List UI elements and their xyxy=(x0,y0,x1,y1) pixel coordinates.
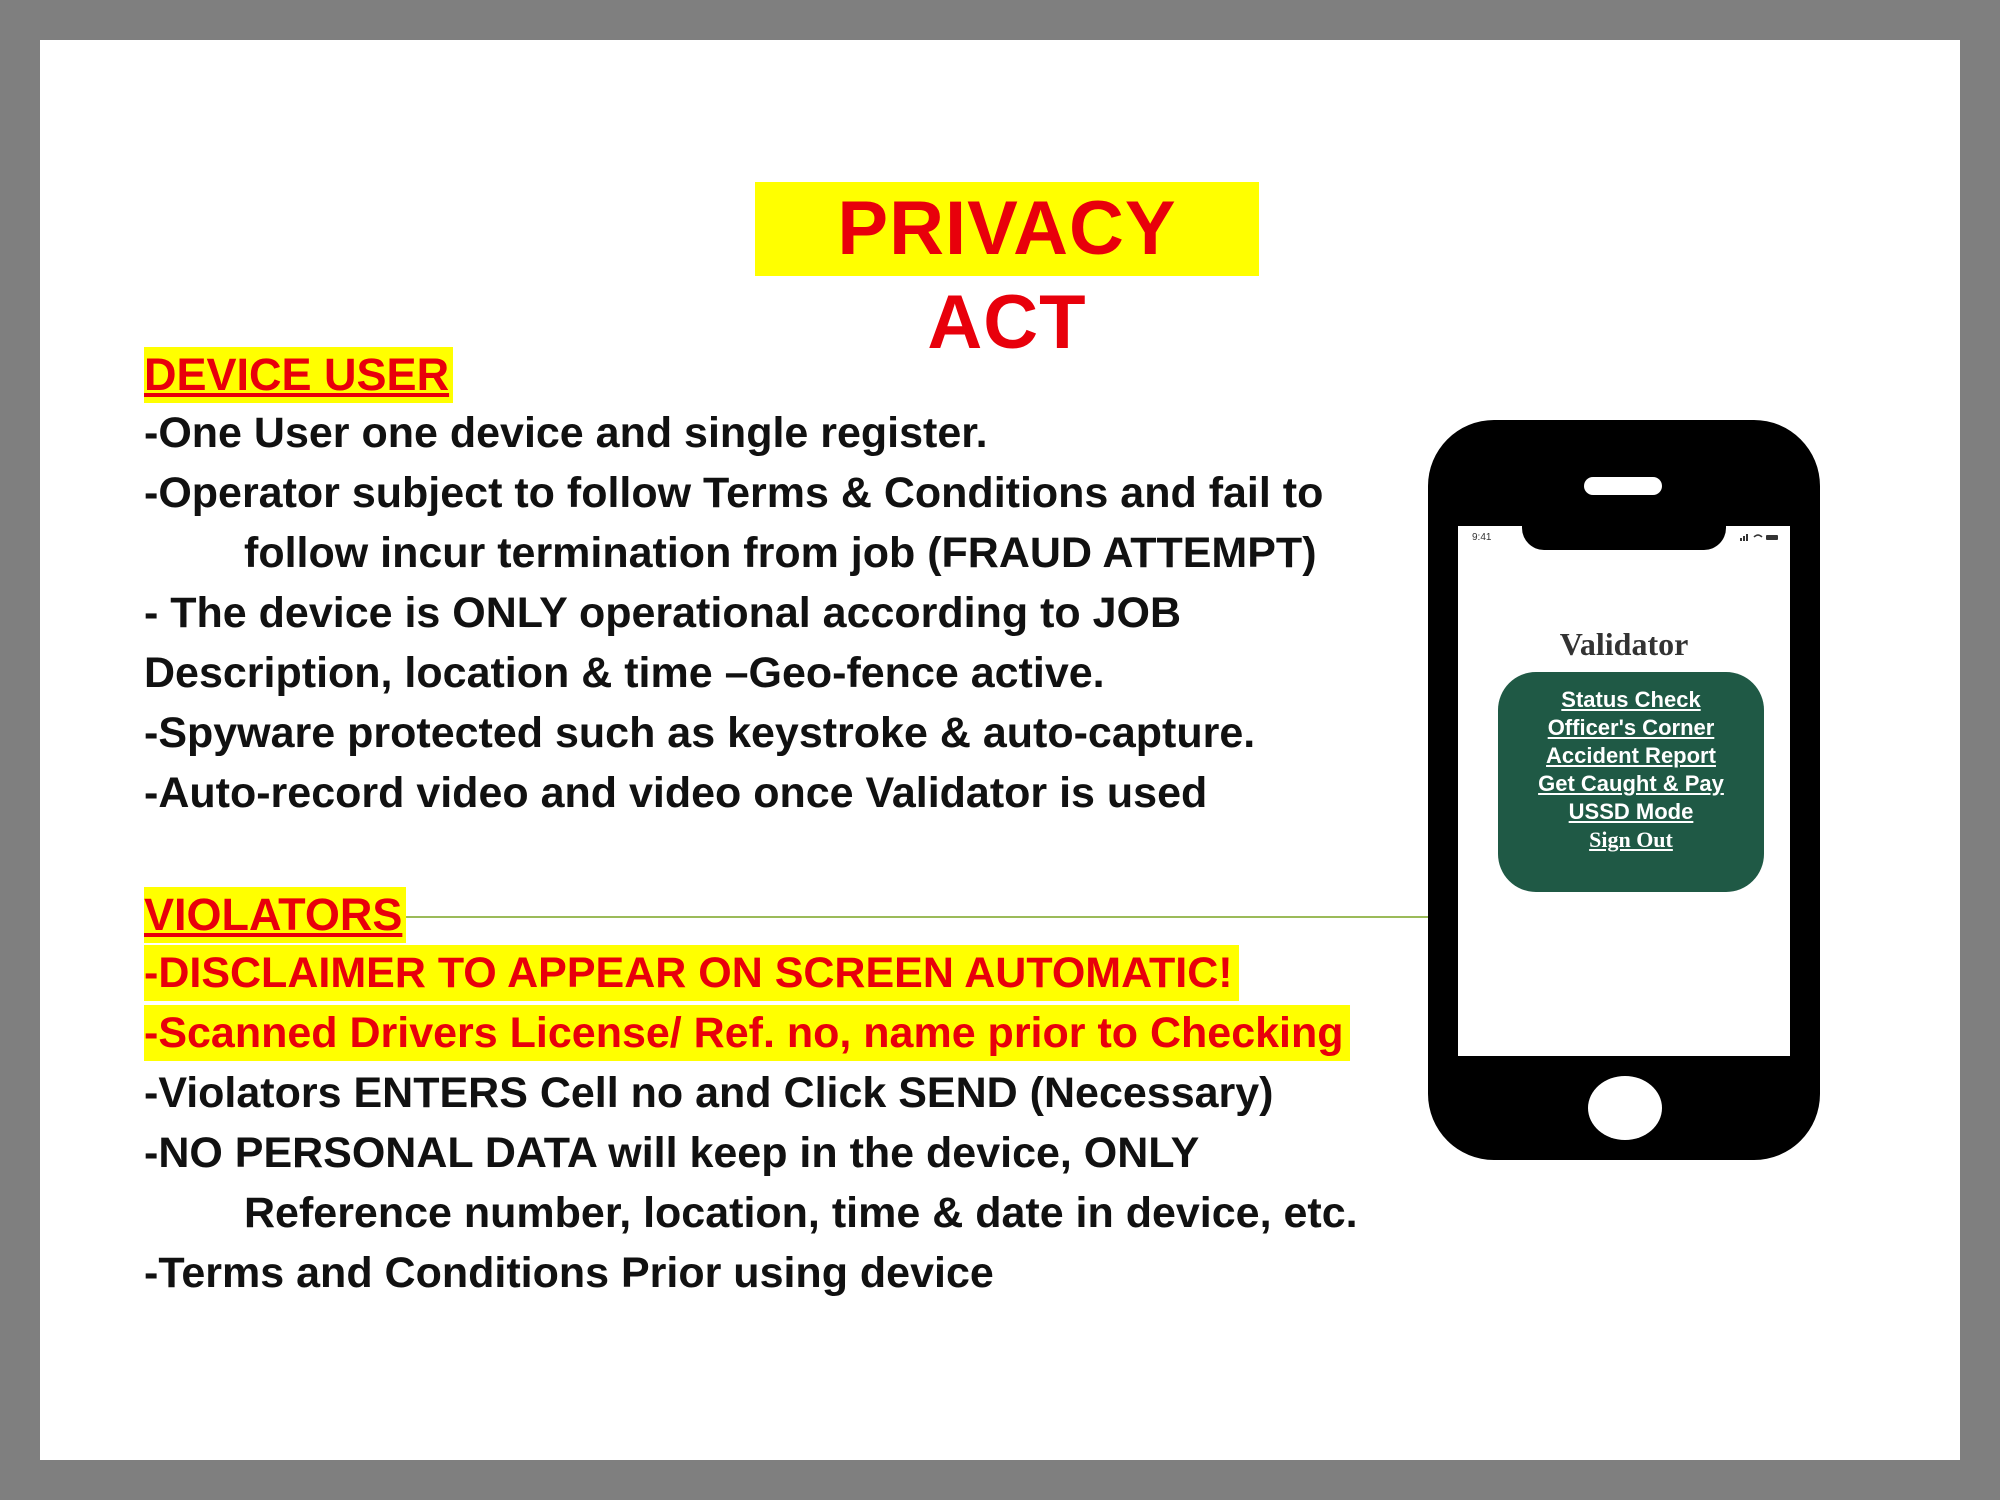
menu-officers-corner[interactable]: Officer's Corner xyxy=(1547,715,1715,740)
app-title: Validator xyxy=(1559,626,1689,662)
app-menu xyxy=(1498,672,1764,892)
violators-heading: VIOLATORS xyxy=(144,887,406,943)
status-time: 9:41 xyxy=(1472,532,1492,543)
violators-highlight-line: -DISCLAIMER TO APPEAR ON SCREEN AUTOMATIC! xyxy=(144,945,1239,1001)
violators-line: Reference number, location, time & date in device, etc. xyxy=(244,1189,1358,1237)
phone-illustration xyxy=(1428,420,1820,1160)
violators-line: -Violators ENTERS Cell no and Click SEND (Necessary) xyxy=(144,1069,1274,1117)
device-user-line: -Operator subject to follow Terms & Conditions and fail to xyxy=(144,469,1324,517)
device-user-line: Description, location & time –Geo-fence active. xyxy=(144,649,1105,697)
page-title: PRIVACY ACT xyxy=(755,182,1259,276)
device-user-line: -Auto-record video and video once Validator is used xyxy=(144,769,1208,817)
phone-notch xyxy=(1522,526,1726,550)
section-divider xyxy=(366,916,1428,918)
violators-line: -NO PERSONAL DATA will keep in the device, ONLY xyxy=(144,1129,1200,1177)
slide xyxy=(40,40,1960,1460)
menu-status-check[interactable]: Status Check xyxy=(1561,687,1701,712)
phone-screen xyxy=(1458,526,1790,1056)
violators-line: -Terms and Conditions Prior using device xyxy=(144,1249,994,1297)
signal-battery-icon xyxy=(1740,532,1780,542)
menu-get-caught-pay[interactable]: Get Caught & Pay xyxy=(1538,771,1724,796)
device-user-line: - The device is ONLY operational according to JOB xyxy=(144,589,1182,637)
status-icons xyxy=(1740,532,1780,545)
device-user-line: -Spyware protected such as keystroke & auto-capture. xyxy=(144,709,1256,757)
menu-ussd-mode[interactable]: USSD Mode xyxy=(1568,799,1694,824)
device-user-line: -One User one device and single register. xyxy=(144,409,988,457)
violators-highlight-line: -Scanned Drivers License/ Ref. no, name prior to Checking xyxy=(144,1005,1350,1061)
menu-accident-report[interactable]: Accident Report xyxy=(1546,743,1716,768)
menu-sign-out[interactable]: Sign Out xyxy=(1589,827,1673,852)
device-user-heading: DEVICE USER xyxy=(144,347,453,403)
device-user-line: follow incur termination from job (FRAUD ATTEMPT) xyxy=(244,529,1317,577)
home-button xyxy=(1588,1076,1662,1140)
phone-speaker xyxy=(1584,477,1662,495)
